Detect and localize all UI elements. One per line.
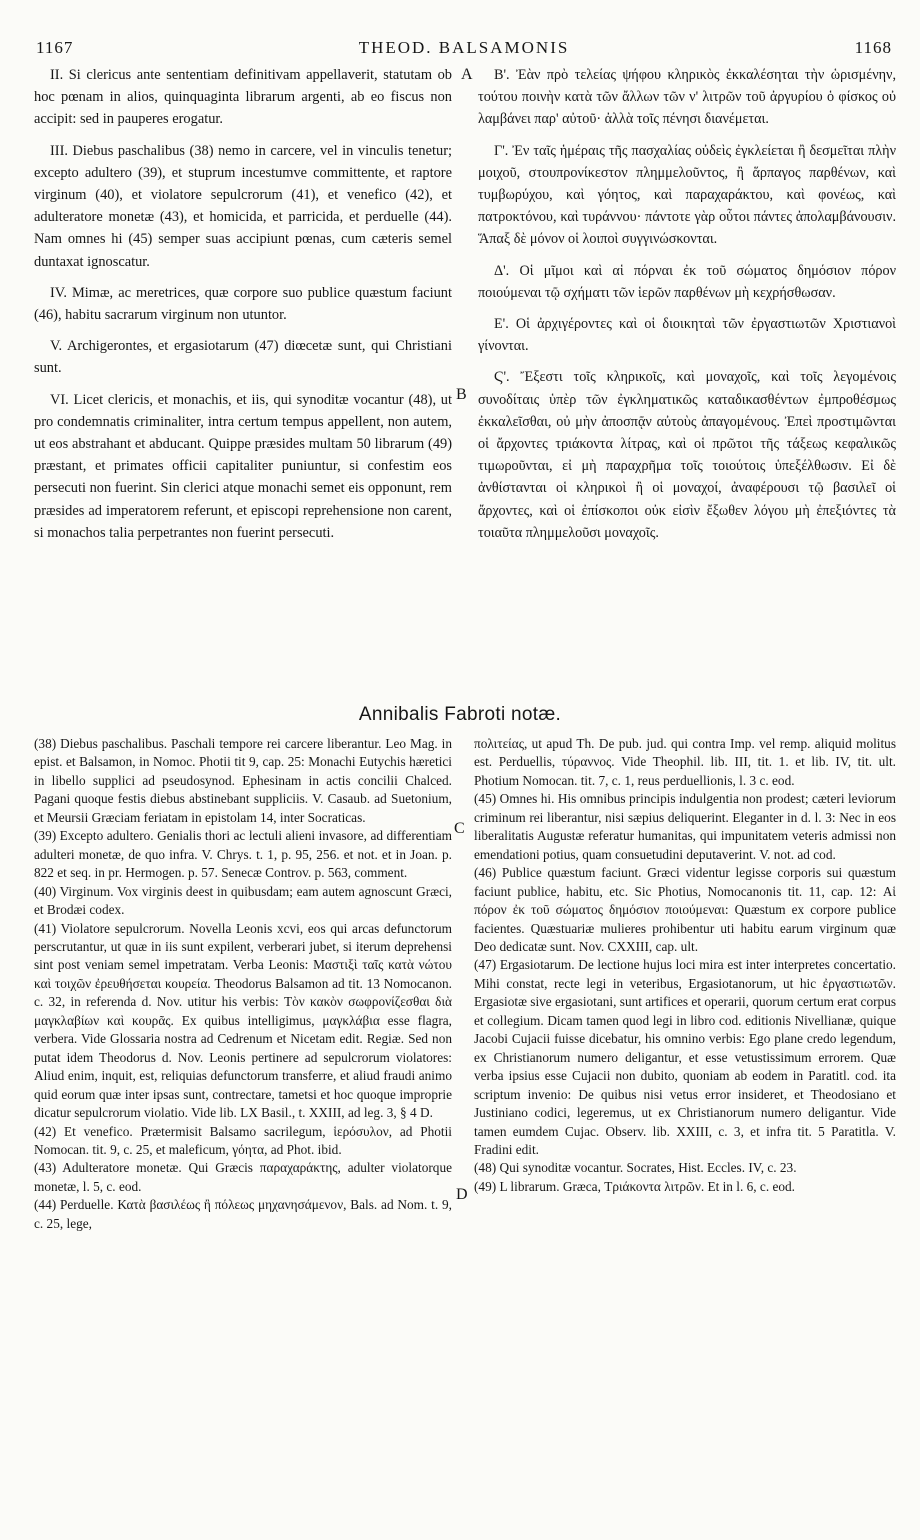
margin-letter-c: C bbox=[454, 820, 465, 837]
note-entry: (46) Publice quæstum faciunt. Græci videntur legisse corporis sui quæstum faciunt publice, habitu, etc. Sic Photius, Nomocanonis tit. 11, cap. 12: Αἱ πόρον ἐκ τοῦ σώματος δημόσιον ποιούμεναι: Quæstum ex corpore publice facientes. Quæstuariæ mulieres prohibentur uti habitu earum virginum quæ Deo dedicatæ sunt. Nov. CXXIII, cap. ult. bbox=[474, 865, 896, 954]
latin-paragraph: VI. Licet clericis, et monachis, et iis, qui synoditæ vocantur (48), ut pro condemnatis criminaliter, intra certum tempus appellent, non autem, ut eos abstrahant et abducant. Quippe præsides multam 50 librarum (49) præstant, et primates officii capitaliter puniuntur, si confestim eos persecuti non fuerint. Sin clerici atque monachi semet eis opponunt, rem præsides ad imperatorem referunt, et episcopi reprehensione non carent, si monachos talia perpetrantes non fuerint persecuti. bbox=[34, 391, 452, 541]
greek-text-column bbox=[478, 64, 896, 704]
note-entry: (40) Virginum. Vox virginis deest in quibusdam; eam autem agnoscunt Græci, et Brodæi codex. bbox=[34, 883, 452, 918]
latin-paragraph: II. Si clericus ante sententiam definitivam appellaverit, statutam ob hoc pœnam in alios, quinquaginta librarum argenti, ab eo fiscus non accipit: sed in pauperes erogatur. bbox=[34, 67, 452, 128]
note-entry: (44) Perduelle. Κατὰ βασιλέως ἢ πόλεως μηχανησάμενον, Bals. ad Nom. t. 9, c. 25, lege, bbox=[34, 1197, 452, 1231]
notes-heading: Annibalis Fabroti notæ. bbox=[358, 704, 562, 725]
notes-right-column bbox=[474, 735, 896, 1530]
note-entry: (42) Et venefico. Prætermisit Balsamo sacrilegum, ἱερόσυλον, ad Photii Nomocan. tit. 9, c. 25, et maleficum, γόητα, ad Phot. ibid. bbox=[34, 1123, 452, 1157]
note-entry: (49) L librarum. Græca, Τριάκοντα λιτρῶν. Et in l. 6, c. eod. bbox=[474, 1178, 795, 1194]
note-entry: (39) Excepto adultero. Genialis thori ac lectuli alieni invasore, ad differentiam adulteri monetæ, de quo infra. V. Chrys. t. 1, p. 95, 256. et not. et in Joan. p. 822 et seq. in pr. Hermogen. p. 57. Senecæ Controv. p. 563, comment. bbox=[34, 828, 452, 881]
note-entry: (43) Adulteratore monetæ. Qui Græcis παραχαράκτης, adulter violatorque monetæ, l. 5, c. eod. bbox=[34, 1160, 452, 1194]
margin-letter-b: B bbox=[456, 386, 467, 403]
greek-paragraph: Ϛ'. Ἔξεστι τοῖς κληρικοῖς, καὶ μοναχοῖς, καὶ τοῖς λεγομένοις συνοδίταις ὑπὲρ τῶν ἐγκληματικῶς καταδικασθέντων ἐμπροθέσμως ἐκκαλεῖσθαι, οὐ μὴν ἀποσπᾷν αὐτοὺς ἀπαγομένους. Ἐπεὶ προστιμῶνται οἱ ἄρχοντες τριάκοντα λίτρας, καὶ οἱ πρῶτοι τῆς τάξεως κεφαλικῶς τιμωροῦνται, εἰ μὴ παραχρῆμα τοῖς τοιούτοις ὑπεξέλθωσιν. Εἰ δὲ ἀνθίστανται οἱ κληρικοὶ ἢ οἱ μοναχοί, ἀναφέρουσι τῷ βασιλεῖ οἱ ἄρχοντες, καὶ οἱ ἐπίσκοποι οὐκ εἰσὶν ἔξωθεν λόγου μὴ ἐπεξιόντες τὰ τοιαῦτα πλημμελοῦσι μοναχοῖς. bbox=[478, 369, 896, 541]
latin-paragraph: III. Diebus paschalibus (38) nemo in carcere, vel in vinculis tenetur; excepto adultero (39), et stuprum incestumve committente, et raptore virginum (40), et violatore sepulcrorum (41), et venefico (42), et adulteratore monetæ (43), et homicida, et parricida, et perduelle (44). Nam omnes hi (45) semper suas accipiunt pœnas, cum cæteris semel duntaxat ignoscatur. bbox=[34, 142, 452, 270]
greek-paragraph: Ε'. Οἱ ἀρχιγέροντες καὶ οἱ διοικηταὶ τῶν ἐργαστιωτῶν Χριστιανοὶ γίνονται. bbox=[478, 316, 896, 355]
note-entry: (48) Qui synoditæ vocantur. Socrates, Hist. Eccles. IV, c. 23. bbox=[474, 1160, 797, 1176]
greek-paragraph: Β'. Ἐὰν πρὸ τελείας ψήφου κληρικὸς ἐκκαλέσηται τὴν ὡρισμένην, τούτου ποινὴν κατὰ τῶν ἄλλων τῶν ν' λιτρῶν τοῦ ἀργυρίου ὁ φίσκος οὐ λαμβάνει παρ' αὐτοῦ· ἀλλὰ τοῖς πένησι διανέμεται. bbox=[478, 67, 896, 128]
greek-paragraph: Γ'. Ἐν ταῖς ἡμέραις τῆς πασχαλίας οὐδεὶς ἐγκλείεται ἢ δεσμεῖται πλὴν μοιχοῦ, στουπρονίκεστον πλημμελοῦντος, ἢ ἅρπαγος παρθένων, καὶ τυμβωρύχου, καὶ γόητος, καὶ παραχαράκτου, καὶ φονέως, καὶ πατροκτόνου, καὶ τυράννου· πάντοτε γὰρ οὗτοι πάντες ἀπολαμβάνουσιν. Ἅπαξ δὲ μόνον οἱ λοιποὶ συγγινώσκονται. bbox=[478, 142, 896, 248]
latin-paragraph: V. Archigerontes, et ergasiotarum (47) diœcetæ sunt, qui Christiani sunt. bbox=[34, 338, 452, 377]
page-number-right: 1168 bbox=[854, 38, 892, 57]
greek-paragraph: Δ'. Οἱ μῖμοι καὶ αἱ πόρναι ἐκ τοῦ σώματος δημόσιον πόρον ποιούμεναι τῷ σχήματι τῶν ἱερῶν παρθένων μὴ κεχρήσθωσαν. bbox=[478, 262, 896, 301]
note-entry: (47) Ergasiotarum. De lectione hujus loci mira est inter interpretes concertatio. Mihi constat, recte legi in veteribus, Ergasiotanorum, ut hic ἐργαστιωτῶν. Ergasiotæ sive ergasiotani, sunt artifices et operarii, quorum certum erat corpus et collegium. Dicam tamen quod legi in libro cod. editionis Nivellianæ, quique Jacobi Cujacii fuisse dicebatur, his omnino verbis: Ego plane credo legendum, ex Christianorum numero deligantur, et esse vetustissimum errorem. Quæ verba ipsius esse Cujacii non dubito, quoniam ab eodem in Paratitl. cod. ita scriptum invenio: De quibus nisi vetus error insideret, et Theodosiano et Justiniano codici, legeremus, ut ex Christianorum numero deligantur. Vide tamen eumdem Cujac. Observ. lib. XXIII, c. 3, et infra tit. 5 Paratitla. V. Fradini edit. bbox=[474, 957, 896, 1157]
margin-letter-a: A bbox=[461, 66, 473, 83]
note-entry: πολιτείας, ut apud Th. De pub. jud. qui contra Imp. vel remp. aliquid molitus est. Perduellis, τύραννος. Vide Theophil. lib. III, tit. 1. et lib. IV, tit. ult. Photium Nomocan. tit. 7, c. 1, reus perduellionis, l. 3 c. eod. bbox=[474, 736, 896, 788]
page-number-left: 1167 bbox=[36, 38, 74, 57]
note-entry: (45) Omnes hi. His omnibus principis indulgentia non prodest; cæteri leviorum criminum rei liberantur, nisi sæpius deliquerint. Eleganter in d. l. 3: Nec in eos liberalitatis Augustæ referatur humanitas, qui impunitatem veteris admissi non emendationi potius, quam consuetudini deputaverint. V. not. ad cod. bbox=[474, 791, 896, 862]
margin-letter-d: D bbox=[456, 1186, 468, 1203]
notes-left-column bbox=[34, 735, 452, 1530]
running-title: THEOD. BALSAMONIS bbox=[358, 38, 570, 57]
note-entry: (38) Diebus paschalibus. Paschali tempore rei carcere liberantur. Leo Mag. in epist. et Balsamon, in Nomoc. Photii tit 9, cap. 25: Monachi Eutychis hæretici in libello supplici ad pseudosynod. Ephesinam in actis concilii Chalced. Pagani quoque festis diebus abstinebant suppliciis. V. Casaub. ad Suetonium, et Meursii Græciam feriatam in epistolam 14, inter Socraticas. bbox=[34, 736, 452, 825]
latin-paragraph: IV. Mimæ, ac meretrices, quæ corpore suo publice quæstum faciunt (46), habitu sacrarum virginum non utuntor. bbox=[34, 284, 452, 324]
latin-text-column bbox=[34, 64, 452, 704]
running-head bbox=[36, 38, 892, 58]
note-entry: (41) Violatore sepulcrorum. Novella Leonis xcvi, eos qui arcas defunctorum perscrutantur, ut quæ in iis sunt expilent, verberari jubet, si iterum deprehensi sint post veniam semel impetratam. Verba Leonis: Μαστιξὶ ταῖς κατὰ νώτου καὶ τοιχῶν ἐρευθήσεται κουρεία. Theodorus Balsamon ad tit. 13 Nomocanon. c. 32, in referenda d. Nov. utitur his verbis: Τὸν κακὸν σωφρονίζεσθαι διὰ μαγκλαβίων καὶ κουρᾶς. Ex quibus intelligimus, μαγκλάβια esse flagra, verbera. Vide Glossaria nostra ad Cedrenum et Nicetam edit. Regiæ. Sed non putat idem Theodorus d. Nov. Leonis pertinere ad sepulcrorum violatores: Aliud enim, inquit, est, reliquias defunctorum transferre, et aliud fraudi animo quid eorum quæ inter ipsas sunt, contrectare, tametsi et hoc quoque improprie dicatur sepulcrorum violatio. Vide lib. LX Basil., t. XXIII, ad leg. 3, § 4 D. bbox=[34, 920, 452, 1121]
